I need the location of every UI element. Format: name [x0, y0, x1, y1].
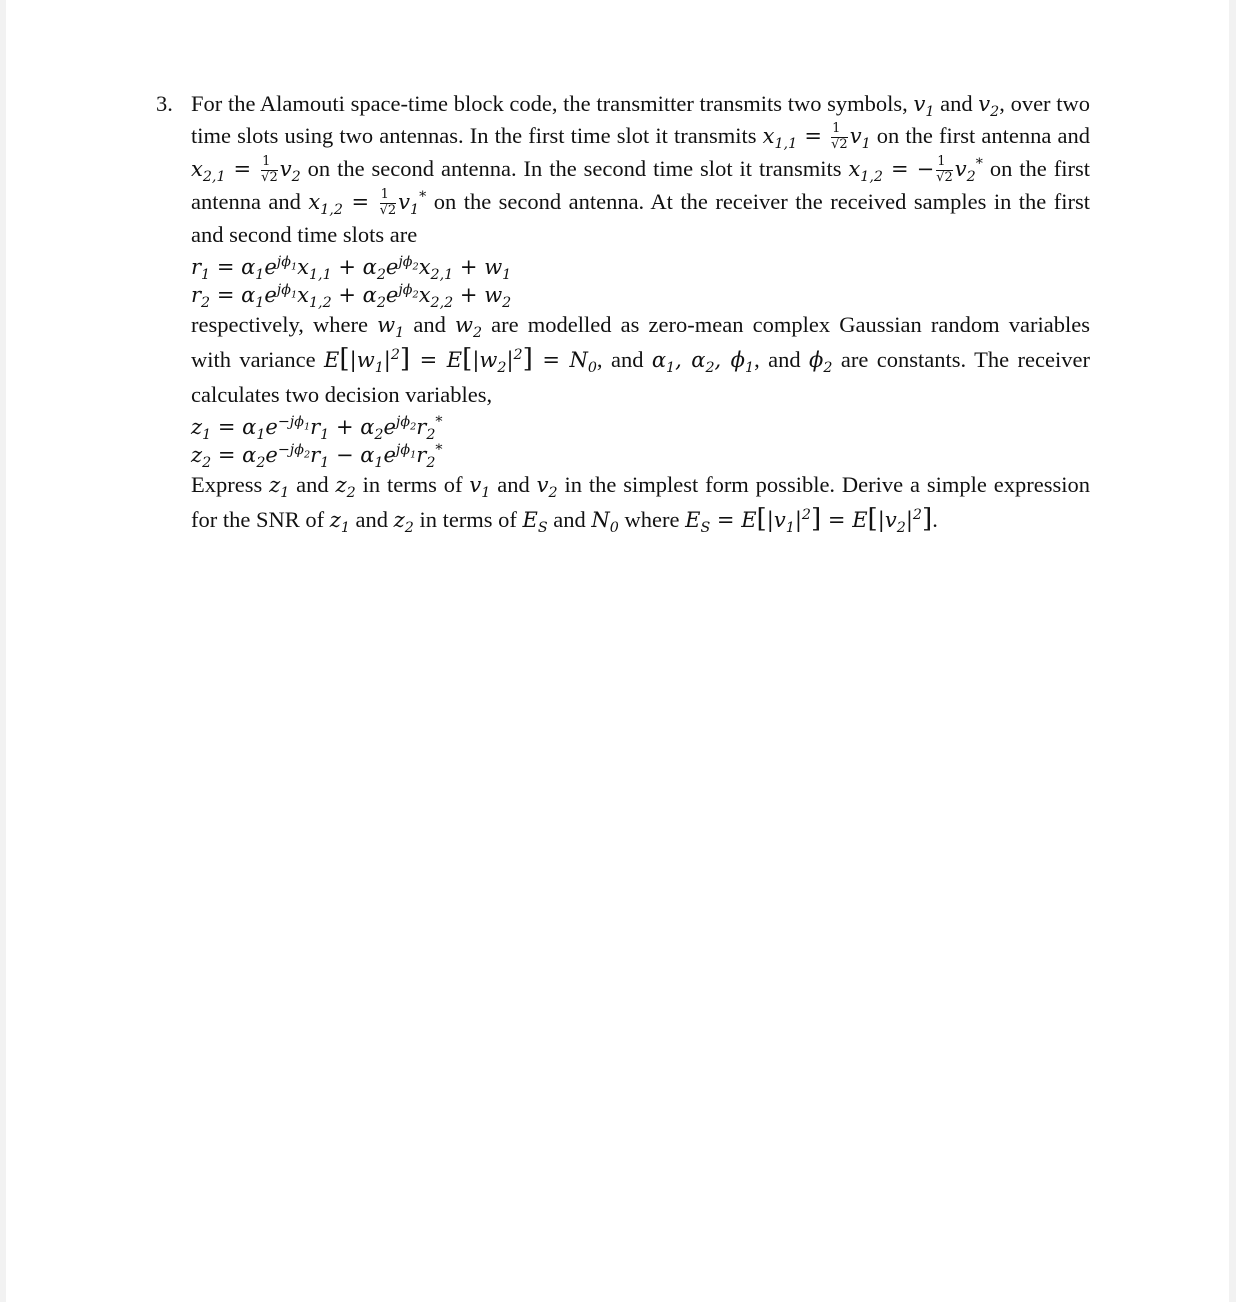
received-samples-equations [191, 253, 1090, 310]
noise-description: respectively, where $w_1$ and $w_2$ are modelled as zero-mean complex Gaussian random variables with variance $E[|w_1|^2] = E[|w_2|^2] = N_0$, and $\alpha_1$, $\alpha_2$, $\phi_1$, and $\phi_2$ are constants. The receiver calculates two decision variables, [191, 312, 1090, 407]
equation-r1: $r_1 = \alpha_1e^{j\phi_1}x_{1,1} + \alpha_2e^{j\phi_2}x_{2,1} + w_1$ [191, 253, 512, 283]
decision-variable-equations [191, 413, 1090, 470]
problem-number: 3. [156, 91, 173, 116]
document-page [6, 0, 1229, 1302]
problem-intro: For the Alamouti space-time block code, the transmitter transmits two symbols, $v_1$ and $v_2$, over two time slots using two antennas. In the first time slot it transmits $x_{1,1}$ = $\frac{1}{√2}$ $v_1$ on the first antenna and $x_{2,1}$ = $\frac{1}{√2}$ $v_2$ on the second antenna. In the second time slot it transmits $x_{1,2}$ = − $\frac{1}{√2}$ $v_2^*$ on the first antenna and $x_{1,2}$ = $\frac{1}{√2}$ $v_1^*$ on the second antenna. At the receiver the received samples in the first and second time slots are [191, 91, 1090, 247]
equation-r2: $r_2 = \alpha_1e^{j\phi_1}x_{1,2} + \alpha_2e^{j\phi_2}x_{2,2} + w_2$ [191, 282, 512, 312]
equation-z1: $z_1 = \alpha_1e^{-j\phi_1}r_1 + \alpha_2e^{j\phi_2}r_2^*$ [191, 413, 443, 443]
task-statement: Express $z_1$ and $z_2$ in terms of $v_1$ and $v_2$ in the simplest form possible. Derive a simple expression for the SNR of $z_1$ and $z_2$ in terms of $E_S$ and $N_0$ where $E_S = E[|v_1|^2] = E[|v_2|^2]$. [191, 472, 1090, 537]
problem-3 [156, 88, 1090, 538]
fraction-one-over-root-two: $\frac{1}{√2}$ [831, 121, 848, 152]
problem-body [191, 88, 1090, 538]
equation-z2: $z_2 = \alpha_2e^{-j\phi_2}r_1 - \alpha_1e^{j\phi_1}r_2^*$ [191, 442, 443, 471]
